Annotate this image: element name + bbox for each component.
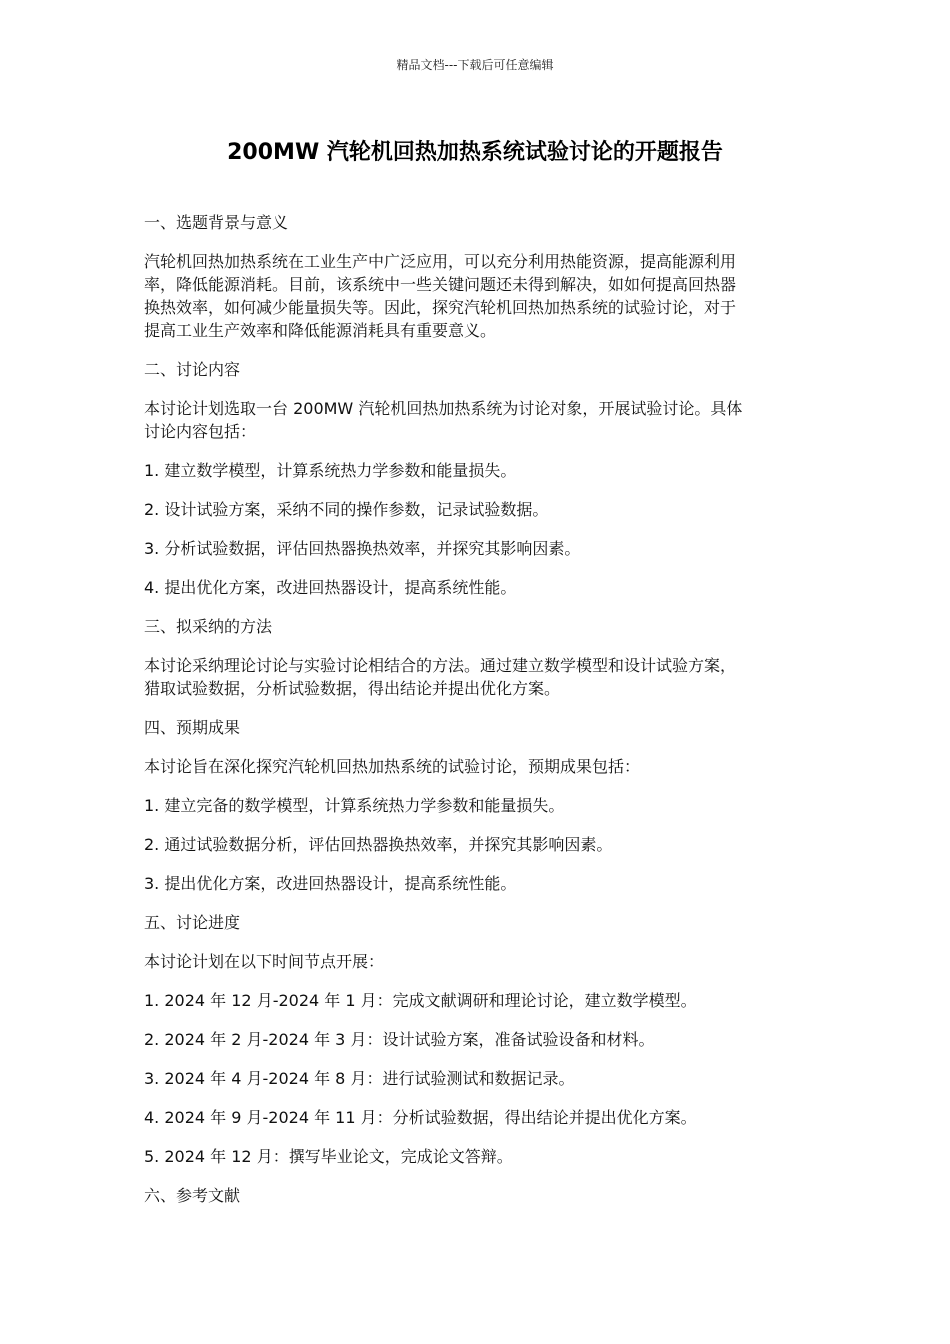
document-body [144,211,804,1223]
list-item: 4. 2024 年 9 月-2024 年 11 月：分析试验数据，得出结论并提出优化方案。 [144,1108,697,1127]
paragraph-line: 提高工业生产效率和降低能源消耗具有重要意义。 [144,321,497,340]
list-item: 3. 2024 年 4 月-2024 年 8 月：进行试验测试和数据记录。 [144,1069,575,1088]
document-title: 200MW 汽轮机回热加热系统试验讨论的开题报告 [227,140,723,165]
paragraph-line: 猎取试验数据，分析试验数据，得出结论并提出优化方案。 [144,679,561,698]
list-item: 2. 设计试验方案，采纳不同的操作参数，记录试验数据。 [144,500,549,519]
paragraph-line: 本讨论计划选取一台 200MW 汽轮机回热加热系统为讨论对象，开展试验讨论。具体 [144,399,743,418]
list-item: 2. 2024 年 2 月-2024 年 3 月：设计试验方案，准备试验设备和材料。 [144,1030,655,1049]
section-paragraph-background [144,250,804,342]
list-item: 1. 建立数学模型，计算系统热力学参数和能量损失。 [144,461,517,480]
section-heading-references: 六、参考文献 [144,1186,241,1205]
paragraph-line: 汽轮机回热加热系统在工业生产中广泛应用，可以充分利用热能资源，提高能源利用 [144,252,737,271]
page-header: 精品文档---下载后可任意编辑 [396,58,554,72]
section-paragraph-content [144,397,804,443]
list-item: 2. 通过试验数据分析，评估回热器换热效率，并探究其影响因素。 [144,835,613,854]
paragraph-line: 讨论内容包括： [144,422,257,441]
section-heading-expected-results: 四、预期成果 [144,718,241,737]
list-item: 4. 提出优化方案，改进回热器设计，提高系统性能。 [144,578,517,597]
list-item: 3. 提出优化方案，改进回热器设计，提高系统性能。 [144,874,517,893]
section-heading-schedule: 五、讨论进度 [144,913,241,932]
section-heading-methods: 三、拟采纳的方法 [144,617,273,636]
section-heading-background: 一、选题背景与意义 [144,213,289,232]
section-paragraph-schedule: 本讨论计划在以下时间节点开展： [144,952,385,971]
list-item: 5. 2024 年 12 月：撰写毕业论文，完成论文答辩。 [144,1147,513,1166]
paragraph-line: 换热效率，如何减少能量损失等。因此，探究汽轮机回热加热系统的试验讨论，对于 [144,298,737,317]
section-heading-content: 二、讨论内容 [144,360,241,379]
list-item: 3. 分析试验数据，评估回热器换热效率，并探究其影响因素。 [144,539,581,558]
paragraph-line: 本讨论采纳理论讨论与实验讨论相结合的方法。通过建立数学模型和设计试验方案， [144,656,737,675]
section-paragraph-methods [144,654,804,700]
section-paragraph-expected-results: 本讨论旨在深化探究汽轮机回热加热系统的试验讨论，预期成果包括： [144,757,641,776]
paragraph-line: 率，降低能源消耗。目前，该系统中一些关键问题还未得到解决，如如何提高回热器 [144,275,737,294]
list-item: 1. 2024 年 12 月-2024 年 1 月：完成文献调研和理论讨论，建立数学模型。 [144,991,697,1010]
list-item: 1. 建立完备的数学模型，计算系统热力学参数和能量损失。 [144,796,565,815]
